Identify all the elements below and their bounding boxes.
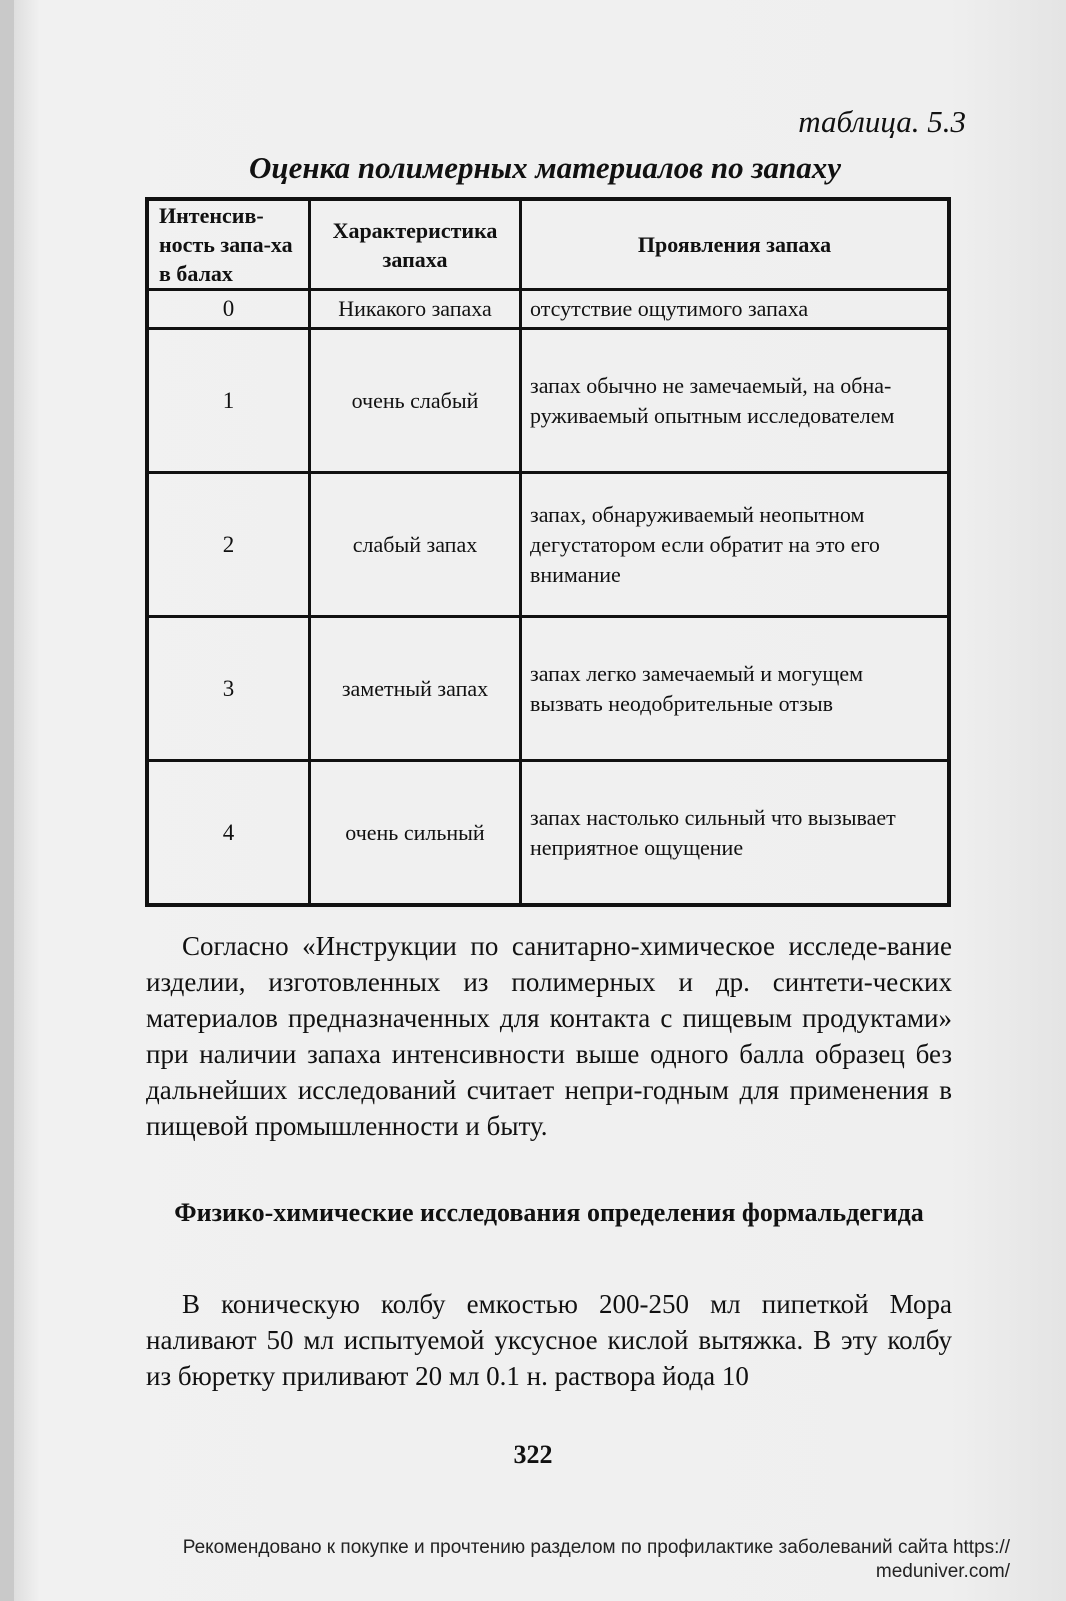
header-characteristic: Характеристика запаха <box>310 199 521 290</box>
page-left-edge <box>0 0 14 1601</box>
cell-characteristic: очень сильный <box>310 761 521 906</box>
header-manifestation: Проявления запаха <box>521 199 950 290</box>
cell-intensity: 1 <box>147 329 310 473</box>
table-label: таблица. 5.3 <box>798 104 966 139</box>
table-row <box>147 761 949 906</box>
cell-characteristic: слабый запах <box>310 473 521 617</box>
cell-manifestation: отсутствие ощутимого запаха <box>521 290 950 329</box>
cell-manifestation: запах, обнаруживаемый неопытном дегустатором если обратит на это его внимание <box>521 473 950 617</box>
cell-intensity: 3 <box>147 617 310 761</box>
table-row <box>147 329 949 473</box>
table-row <box>147 617 949 761</box>
table-row <box>147 290 949 329</box>
cell-characteristic: заметный запах <box>310 617 521 761</box>
header-intensity: Интенсив-ность запа-ха в балах <box>147 199 310 290</box>
cell-intensity: 2 <box>147 473 310 617</box>
paragraph-method: В коническую колбу емкостью 200-250 мл пипеткой Мора наливают 50 мл испытуемой уксусное кислой вытяжка. В эту колбу из бюретку приливают 20 мл 0.1 н. раствора йода 10 <box>146 1289 952 1391</box>
cell-manifestation: запах обычно не замечаемый, на обна-руживаемый опытным исследователем <box>521 329 950 473</box>
cell-intensity: 0 <box>147 290 310 329</box>
cell-manifestation: запах настолько сильный что вызывает неприятное ощущение <box>521 761 950 906</box>
page-number: 322 <box>513 1440 553 1469</box>
paragraph-instruction: Согласно «Инструкции по санитарно-химическое исследе-вание изделии, изготовленных из полимерных и др. синтети-ческих материалов предназначенных для контакта с пищевым продуктами» при наличии запаха интенсивности выше одного балла образец без дальнейших исследований считает непри-годным для применения в пищевой промышленности и быту. <box>146 931 952 1141</box>
cell-intensity: 4 <box>147 761 310 906</box>
table-row <box>147 473 949 617</box>
cell-manifestation: запах легко замечаемый и могущем вызвать неодобрительные отзыв <box>521 617 950 761</box>
cell-characteristic: очень слабый <box>310 329 521 473</box>
table-header-row <box>147 199 949 290</box>
odor-assessment-table <box>145 197 951 907</box>
footer-note: Рекомендовано к покупке и прочтению разделом по профилактике заболеваний сайта https:// meduniver.com/ <box>182 1537 1010 1582</box>
cell-characteristic: Никакого запаха <box>310 290 521 329</box>
section-heading: Физико-химические исследования определения формальдегида <box>174 1198 924 1227</box>
table-title: Оценка полимерных материалов по запаху <box>249 150 841 185</box>
